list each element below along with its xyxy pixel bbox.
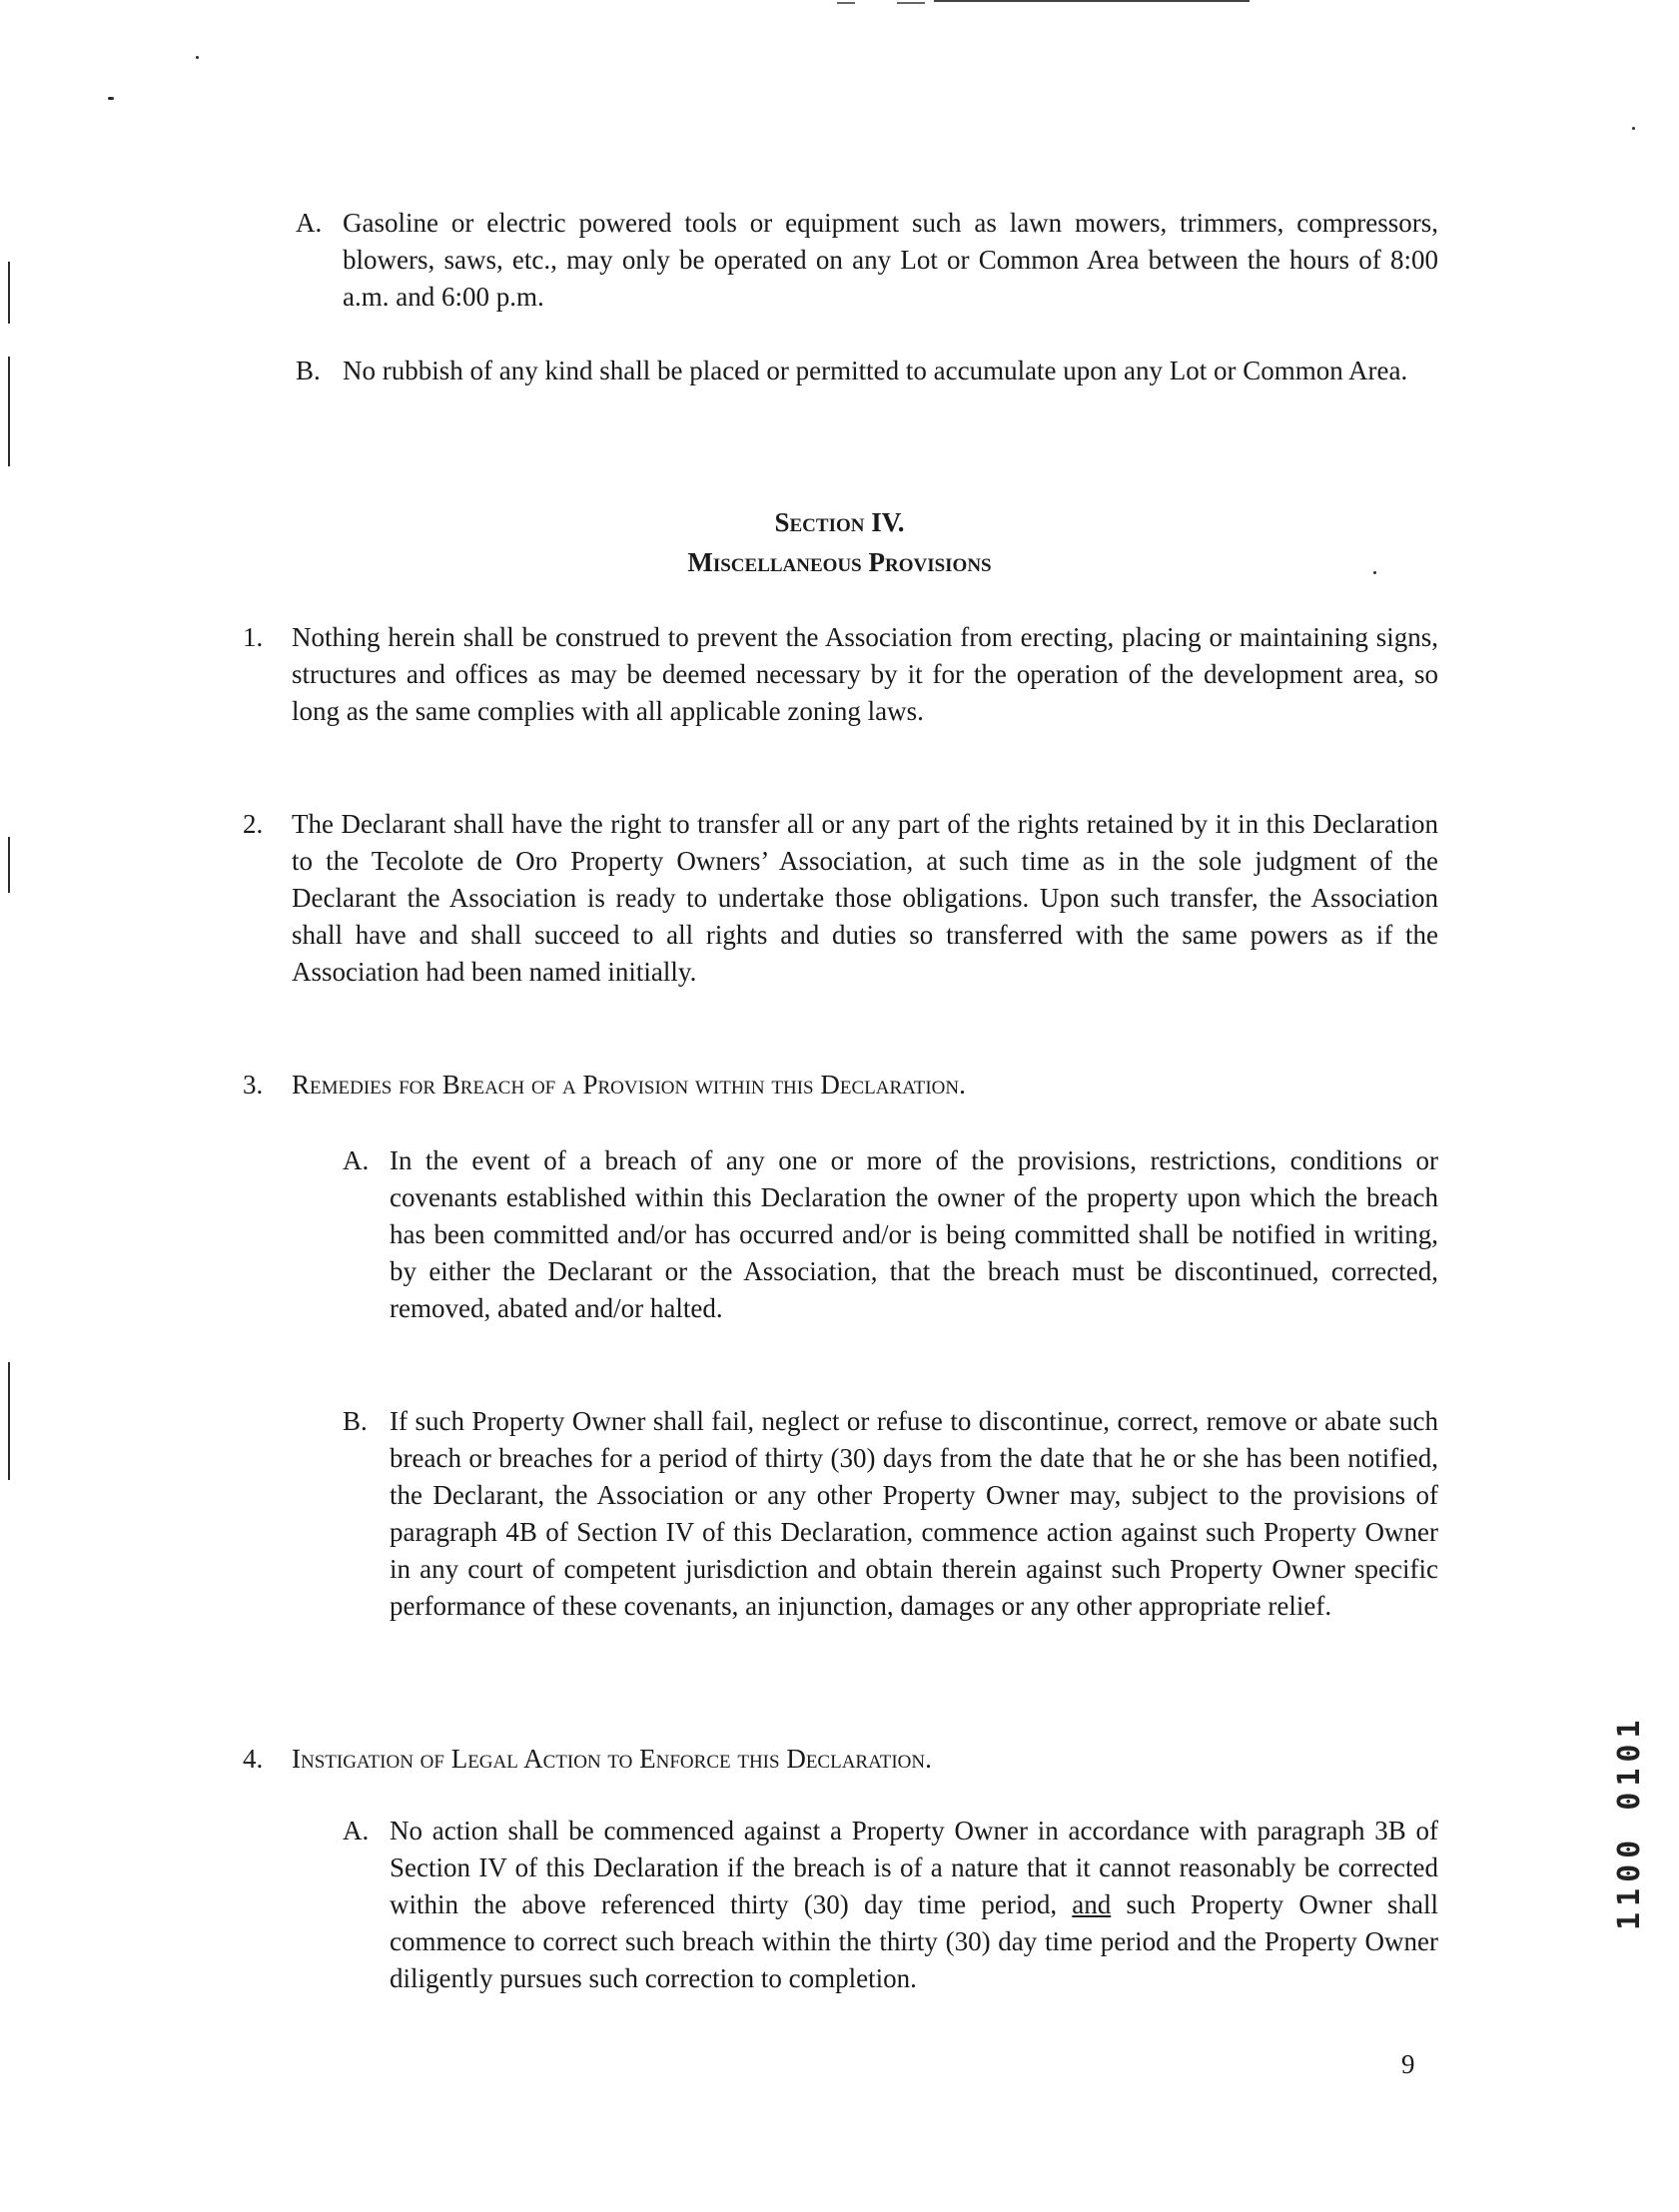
item-4-marker: 4.: [243, 1744, 264, 1774]
intro-item-a-marker: A.: [296, 208, 323, 238]
section-title: Miscellaneous Provisions: [687, 547, 992, 577]
scan-artifact-margin-line: [8, 1362, 10, 1480]
section-number: Section IV.: [774, 507, 905, 537]
item-3b-text: If such Property Owner shall fail, neglect or refuse to discontinue, correct, remove or abate such breach or breaches for a period of thirty (30) days from the date that he or she has been notified, the Declarant, the Association or any other Property Owner may, subject to the provisions of paragraph 4B of Section IV of this Declaration, commence action against such Property Owner in any court of competent jurisdiction and obtain therein against such Property Owner specific performance of these covenants, an injunction, damages or any other appropriate relief.: [390, 1406, 1438, 1621]
item-3a-text: In the event of a breach of any one or more of the provisions, restrictions, conditions or covenants established within this Declaration the owner of the property upon which the breach has been committed and/or has occurred and/or is being committed shall be notified in writing, by either the Declarant or the Association, that the breach must be discontinued, corrected, removed, abated and/or halted.: [390, 1145, 1438, 1323]
scan-artifact-margin-line: [8, 357, 10, 466]
scan-artifact-dot: [108, 97, 114, 100]
scan-artifact-dot: [1632, 127, 1635, 130]
item-4a-text: [390, 1813, 1438, 1997]
item-1-marker: 1.: [243, 622, 264, 652]
item-3-marker: 3.: [243, 1070, 264, 1100]
scan-artifact-margin-line: [8, 262, 10, 324]
item-4a-text-after: such Property Owner shall commence to correct such breach within the thirty (30) day time period and the Property Owner diligently pursues such correction to completion.: [390, 1889, 1438, 1993]
scan-artifact-dot: [196, 56, 199, 59]
intro-item-b-marker: B.: [296, 356, 321, 385]
page-number: 9: [1401, 2049, 1415, 2079]
scan-artifact-margin-line: [8, 837, 10, 893]
item-3-heading: Remedies for Breach of a Provision within this Declaration.: [292, 1070, 966, 1100]
item-2-text: The Declarant shall have the right to transfer all or any part of the rights retained by it in this Declaration to the Tecolote de Oro Property Owners’ Association, at such time as in the sole judgment of the Declarant the Association is ready to undertake those obligations. Upon such transfer, the Association shall have and shall succeed to all rights and duties so transferred with the same powers as if the Association had been named initially.: [292, 809, 1438, 987]
scan-artifact-top-rule: [934, 0, 1250, 2]
scan-artifact-dash: [837, 2, 855, 4]
item-4a-marker: A.: [343, 1816, 370, 1845]
item-1-text: Nothing herein shall be construed to prevent the Association from erecting, placing or maintaining signs, structures and offices as may be deemed necessary by it for the operation of the development area, so long as the same complies with all applicable zoning laws.: [292, 622, 1438, 726]
intro-item-b-text: No rubbish of any kind shall be placed or permitted to accumulate upon any Lot or Common Area.: [343, 356, 1408, 385]
item-2-marker: 2.: [243, 809, 264, 839]
intro-item-a-text: Gasoline or electric powered tools or equipment such as lawn mowers, trimmers, compressors, blowers, saws, etc., may only be operated on any Lot or Common Area between the hours of 8:00 a.m. and 6:00 p.m.: [343, 208, 1438, 312]
item-4a-underlined-and: and: [1072, 1889, 1112, 1919]
item-3b-marker: B.: [343, 1406, 368, 1436]
scan-artifact-dash: [897, 2, 925, 4]
item-4-heading: Instigation of Legal Action to Enforce this Declaration.: [292, 1744, 932, 1774]
margin-stamp-number: 1100 0101: [1612, 1714, 1647, 1930]
item-3a-marker: A.: [343, 1145, 370, 1175]
item-4a-text-before: No action shall be commenced against a Property Owner in accordance with paragraph 3B of Section IV of this Declaration if the breach is of a nature that it cannot reasonably be corrected within the above referenced thirty (30) day time period,: [390, 1816, 1438, 1919]
